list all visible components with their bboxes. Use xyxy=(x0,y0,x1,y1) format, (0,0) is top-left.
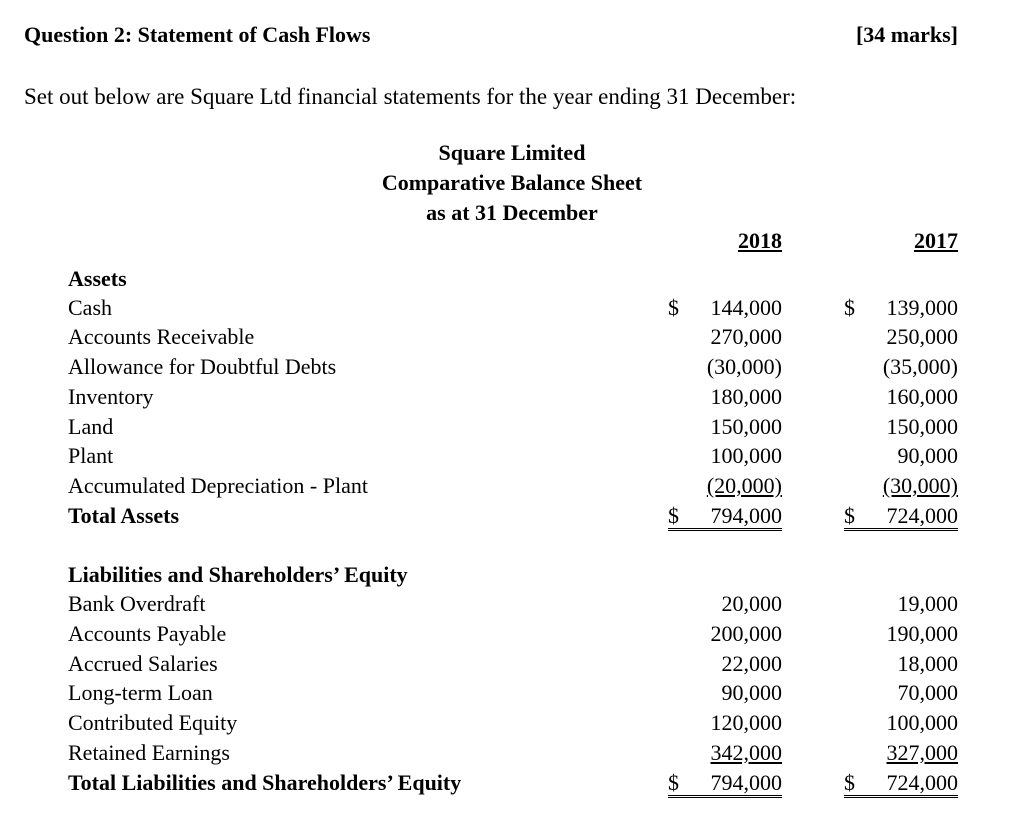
row-total-liabilities-equity xyxy=(0,768,1024,798)
value-2017: 250,000 xyxy=(886,324,958,349)
row-label: Accumulated Depreciation - Plant xyxy=(68,473,368,498)
value-2018: (30,000) xyxy=(706,354,782,379)
row-retained-earnings xyxy=(0,738,1024,768)
value-2017: (35,000) xyxy=(882,354,958,379)
value-2018: 100,000 xyxy=(710,443,782,468)
row-accrued-salaries xyxy=(0,649,1024,679)
row-contributed-equity xyxy=(0,708,1024,738)
value-2017: 139,000 xyxy=(886,295,958,320)
value-2017: 724,000 xyxy=(886,770,958,795)
row-accounts-receivable xyxy=(0,322,1024,352)
value-2018: (20,000) xyxy=(706,473,782,498)
value-2017: 327,000 xyxy=(886,740,958,765)
statement-title: Comparative Balance Sheet xyxy=(381,170,643,195)
question-marks: [34 marks] xyxy=(855,22,958,47)
value-2017: (30,000) xyxy=(882,473,958,498)
dollar-sign: $ xyxy=(844,503,855,528)
row-total-assets xyxy=(0,501,1024,531)
row-label: Cash xyxy=(68,295,112,320)
value-2017: 18,000 xyxy=(897,651,958,676)
assets-title: Assets xyxy=(68,266,127,291)
dollar-sign: $ xyxy=(844,295,855,320)
liabilities-title: Liabilities and Shareholders’ Equity xyxy=(68,562,408,587)
value-2017: 90,000 xyxy=(897,443,958,468)
value-2017: 70,000 xyxy=(897,680,958,705)
dollar-sign: $ xyxy=(668,295,679,320)
row-label: Accrued Salaries xyxy=(68,651,218,676)
row-label: Plant xyxy=(68,443,114,468)
value-2018: 794,000 xyxy=(710,503,782,528)
value-2017: 160,000 xyxy=(886,384,958,409)
company-name: Square Limited xyxy=(438,140,586,165)
row-cash xyxy=(0,293,1024,323)
dollar-sign: $ xyxy=(668,503,679,528)
row-accumulated-depreciation xyxy=(0,471,1024,501)
row-allowance-doubtful-debts xyxy=(0,352,1024,382)
value-2017: 19,000 xyxy=(897,591,958,616)
value-2017: 190,000 xyxy=(886,621,958,646)
assets-section-header xyxy=(0,264,1024,294)
value-2018: 22,000 xyxy=(721,651,782,676)
row-label: Accounts Receivable xyxy=(68,324,255,349)
value-2018: 794,000 xyxy=(710,770,782,795)
row-label: Total Liabilities and Shareholders’ Equity xyxy=(68,770,462,795)
row-label: Allowance for Doubtful Debts xyxy=(68,354,337,379)
dollar-sign: $ xyxy=(668,770,679,795)
value-2018: 180,000 xyxy=(710,384,782,409)
column-header-2017: 2017 xyxy=(914,228,958,253)
statement-date: as at 31 December xyxy=(426,200,598,225)
row-label: Inventory xyxy=(68,384,154,409)
row-bank-overdraft xyxy=(0,589,1024,619)
value-2018: 270,000 xyxy=(710,324,782,349)
row-label: Bank Overdraft xyxy=(68,591,206,616)
row-accounts-payable xyxy=(0,619,1024,649)
value-2017: 100,000 xyxy=(886,710,958,735)
value-2017: 724,000 xyxy=(886,503,958,528)
question-title: Question 2: Statement of Cash Flows xyxy=(24,22,371,47)
row-label: Contributed Equity xyxy=(68,710,238,735)
value-2018: 150,000 xyxy=(710,414,782,439)
row-label: Land xyxy=(68,414,114,439)
row-label: Accounts Payable xyxy=(68,621,227,646)
row-long-term-loan xyxy=(0,678,1024,708)
row-land xyxy=(0,412,1024,442)
dollar-sign: $ xyxy=(844,770,855,795)
liabilities-section-header xyxy=(0,560,1024,590)
value-2018: 20,000 xyxy=(721,591,782,616)
row-label: Retained Earnings xyxy=(68,740,230,765)
value-2017: 150,000 xyxy=(886,414,958,439)
value-2018: 90,000 xyxy=(721,680,782,705)
intro-text: Set out below are Square Ltd financial statements for the year ending 31 December: xyxy=(24,84,797,109)
column-header-2018: 2018 xyxy=(738,228,782,253)
row-inventory xyxy=(0,382,1024,412)
value-2018: 120,000 xyxy=(710,710,782,735)
value-2018: 144,000 xyxy=(710,295,782,320)
value-2018: 342,000 xyxy=(710,740,782,765)
value-2018: 200,000 xyxy=(710,621,782,646)
row-label: Long-term Loan xyxy=(68,680,213,705)
row-plant xyxy=(0,441,1024,471)
row-label: Total Assets xyxy=(68,503,180,528)
